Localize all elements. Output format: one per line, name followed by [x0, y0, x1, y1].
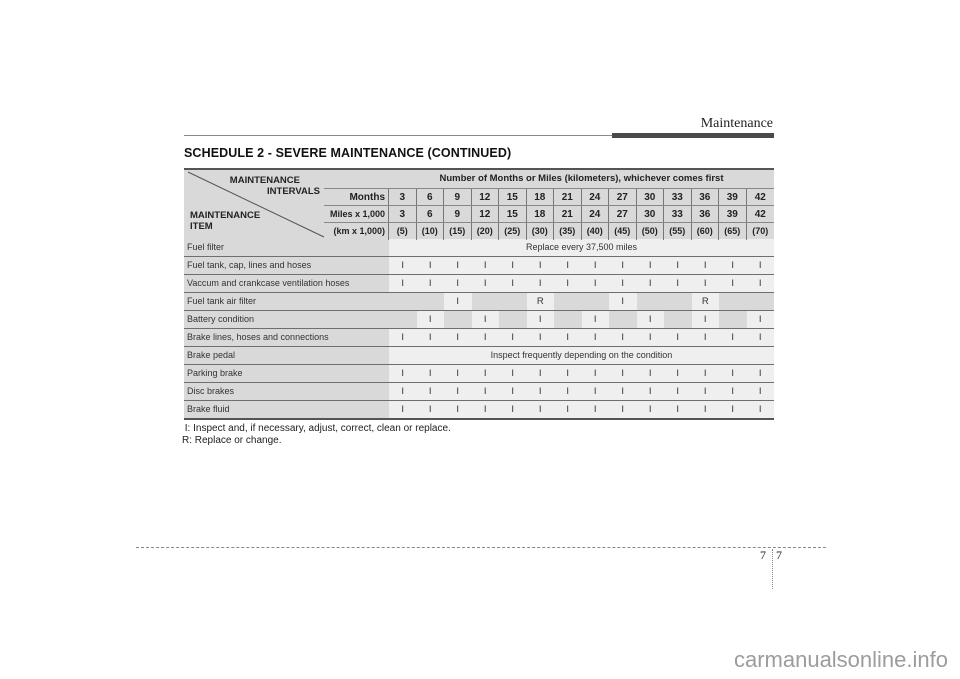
table-row — [184, 401, 774, 420]
miles-cell: 27 — [609, 206, 637, 223]
schedule-cell: I — [703, 260, 707, 271]
month-cell: 27 — [609, 189, 637, 206]
schedule-cell — [389, 293, 417, 310]
schedule-cell: I — [566, 404, 570, 415]
schedule-cell: I — [758, 314, 762, 325]
miles-cell: 21 — [554, 206, 582, 223]
miles-cell: 36 — [692, 206, 720, 223]
row-item-name: Fuel filter — [184, 239, 389, 256]
schedule-cell: I — [703, 278, 707, 289]
row-cells — [389, 365, 774, 382]
legend-inspect: I: Inspect and, if necessary, adjust, correct, clean or replace. — [182, 423, 451, 434]
km-cell: (65) — [719, 223, 747, 240]
schedule-cell: I — [703, 368, 707, 379]
schedule-cell — [417, 293, 445, 310]
schedule-cell: I — [731, 368, 735, 379]
table-row — [184, 275, 774, 293]
schedule-cell: I — [731, 386, 735, 397]
miles-cell: 15 — [499, 206, 527, 223]
km-cell: (10) — [417, 223, 445, 240]
schedule-cell: I — [731, 278, 735, 289]
schedule-cell: I — [538, 314, 542, 325]
month-cell: 18 — [527, 189, 555, 206]
schedule-cell: I — [621, 404, 625, 415]
schedule-cell: I — [758, 386, 762, 397]
km-cell: (25) — [499, 223, 527, 240]
schedule-cell: I — [538, 260, 542, 271]
footer-rule — [136, 547, 826, 548]
months-label: Months — [324, 189, 389, 206]
miles-row — [324, 205, 774, 223]
km-cell: (20) — [472, 223, 500, 240]
schedule-cell: I — [648, 260, 652, 271]
month-cell: 12 — [472, 189, 500, 206]
schedule-cell: I — [731, 332, 735, 343]
schedule-cell: I — [621, 332, 625, 343]
header-rule — [184, 135, 612, 136]
schedule-cell: I — [538, 386, 542, 397]
schedule-cell — [582, 293, 610, 310]
schedule-cell: I — [483, 404, 487, 415]
schedule-cell: I — [593, 314, 597, 325]
schedule-cell: I — [648, 368, 652, 379]
schedule-cell: I — [593, 278, 597, 289]
schedule-cell: I — [758, 332, 762, 343]
schedule-cell: I — [621, 296, 625, 307]
schedule-cell: I — [676, 404, 680, 415]
schedule-cell — [499, 311, 527, 328]
row-cells — [389, 329, 774, 346]
schedule-cell: I — [428, 332, 432, 343]
miles-cell: 30 — [637, 206, 665, 223]
month-cell: 30 — [637, 189, 665, 206]
month-cell: 9 — [444, 189, 472, 206]
schedule-cell: I — [538, 368, 542, 379]
km-label: (km x 1,000) — [324, 223, 389, 240]
km-cell: (35) — [554, 223, 582, 240]
schedule-cell: I — [401, 278, 405, 289]
schedule-cell — [554, 311, 582, 328]
month-cell: 3 — [389, 189, 417, 206]
schedule-cell: I — [593, 404, 597, 415]
item-label-line1: MAINTENANCE — [190, 210, 261, 221]
interval-heading: Number of Months or Miles (kilometers), whichever comes first — [439, 173, 724, 184]
schedule-cell: R — [536, 296, 544, 307]
month-cell: 21 — [554, 189, 582, 206]
schedule-cell: I — [511, 386, 515, 397]
schedule-cell: I — [593, 260, 597, 271]
schedule-cell: I — [621, 260, 625, 271]
km-cell: (50) — [637, 223, 665, 240]
schedule-cell: I — [401, 260, 405, 271]
row-cells — [389, 293, 774, 310]
row-item-name: Battery condition — [184, 311, 389, 328]
month-cell: 33 — [664, 189, 692, 206]
km-cell: (30) — [527, 223, 555, 240]
schedule-cell: I — [538, 278, 542, 289]
row-item-name: Disc brakes — [184, 383, 389, 400]
row-item-name: Fuel tank air filter — [184, 293, 389, 310]
legend-replace: R: Replace or change. — [182, 435, 282, 446]
schedule-cell: I — [731, 404, 735, 415]
schedule-cell: I — [401, 404, 405, 415]
schedule-cell — [472, 293, 500, 310]
schedule-cell: I — [483, 314, 487, 325]
schedule-cell — [664, 311, 692, 328]
schedule-cell: I — [566, 260, 570, 271]
miles-cell: 12 — [472, 206, 500, 223]
schedule-cell: I — [703, 332, 707, 343]
schedule-cell: I — [511, 332, 515, 343]
month-cell: 15 — [499, 189, 527, 206]
item-label-line2: ITEM — [190, 221, 213, 232]
page-number: 7 — [776, 548, 782, 562]
schedule-cell: I — [648, 404, 652, 415]
months-row — [324, 188, 774, 206]
schedule-cell: I — [566, 386, 570, 397]
row-cells — [389, 311, 774, 328]
miles-cell: 3 — [389, 206, 417, 223]
schedule-cell: I — [483, 386, 487, 397]
item-label — [190, 210, 260, 232]
miles-cell: 6 — [417, 206, 445, 223]
miles-cell: 33 — [664, 206, 692, 223]
intervals-label-line2: INTERVALS — [267, 186, 320, 197]
schedule-cell: I — [648, 386, 652, 397]
km-cell: (60) — [692, 223, 720, 240]
schedule-cell: I — [621, 368, 625, 379]
schedule-cell: I — [758, 368, 762, 379]
km-cell: (5) — [389, 223, 417, 240]
schedule-cell: I — [621, 386, 625, 397]
legend — [182, 423, 451, 447]
schedule-cell: I — [456, 278, 460, 289]
schedule-cell: I — [648, 278, 652, 289]
km-cell: (55) — [664, 223, 692, 240]
schedule-cell: I — [456, 332, 460, 343]
schedule-cell: I — [401, 386, 405, 397]
schedule-cell: I — [566, 332, 570, 343]
schedule-cell — [747, 293, 775, 310]
miles-cell: 9 — [444, 206, 472, 223]
table-row — [184, 365, 774, 383]
km-cell: (45) — [609, 223, 637, 240]
row-item-name: Brake pedal — [184, 347, 389, 364]
schedule-cell: I — [483, 332, 487, 343]
watermark: carmanualsonline.info — [733, 647, 948, 672]
section-header: Maintenance — [700, 116, 773, 131]
row-cells — [389, 401, 774, 418]
schedule-cell: I — [401, 332, 405, 343]
month-cell: 36 — [692, 189, 720, 206]
intervals-label — [184, 175, 320, 197]
page-number-divider — [772, 549, 773, 589]
schedule-cell: I — [758, 404, 762, 415]
schedule-cell: I — [456, 260, 460, 271]
schedule-cell: R — [701, 296, 709, 307]
row-item-name: Brake lines, hoses and connections — [184, 329, 389, 346]
schedule-cell: I — [483, 368, 487, 379]
km-cell: (70) — [752, 226, 769, 236]
month-cell: 6 — [417, 189, 445, 206]
row-span-note: Replace every 37,500 miles — [389, 239, 774, 256]
schedule-cell: I — [511, 278, 515, 289]
schedule-cell: I — [621, 278, 625, 289]
miles-label: Miles x 1,000 — [324, 206, 389, 223]
schedule-cell — [609, 311, 637, 328]
schedule-cell: I — [676, 260, 680, 271]
row-item-name: Fuel tank, cap, lines and hoses — [184, 257, 389, 274]
schedule-cell: I — [566, 368, 570, 379]
km-cell: (40) — [582, 223, 610, 240]
schedule-cell: I — [676, 368, 680, 379]
schedule-cell — [719, 293, 747, 310]
schedule-cell: I — [428, 314, 432, 325]
table-row — [184, 311, 774, 329]
table-row — [184, 347, 774, 365]
table-row — [184, 329, 774, 347]
month-cell: 24 — [582, 189, 610, 206]
schedule-cell — [719, 311, 747, 328]
maintenance-table — [184, 168, 774, 420]
schedule-cell: I — [428, 368, 432, 379]
schedule-cell: I — [566, 278, 570, 289]
page-title: SCHEDULE 2 - SEVERE MAINTENANCE (CONTINUED) — [184, 146, 512, 160]
schedule-cell: I — [538, 404, 542, 415]
schedule-cell: I — [483, 260, 487, 271]
miles-cell: 42 — [754, 209, 766, 220]
table-body — [184, 239, 774, 420]
schedule-cell — [637, 293, 665, 310]
schedule-cell — [499, 293, 527, 310]
schedule-cell — [444, 311, 472, 328]
schedule-cell: I — [593, 386, 597, 397]
schedule-cell: I — [428, 278, 432, 289]
row-item-name: Parking brake — [184, 365, 389, 382]
schedule-cell: I — [456, 386, 460, 397]
row-cells — [389, 383, 774, 400]
table-header — [184, 168, 774, 239]
schedule-cell: I — [456, 296, 460, 307]
schedule-cell: I — [511, 260, 515, 271]
miles-cell: 24 — [582, 206, 610, 223]
schedule-cell: I — [511, 368, 515, 379]
month-cell: 39 — [719, 189, 747, 206]
schedule-cell — [554, 293, 582, 310]
km-row — [324, 222, 774, 240]
table-row — [184, 383, 774, 401]
schedule-cell: I — [401, 368, 405, 379]
km-cell: (15) — [444, 223, 472, 240]
schedule-cell: I — [703, 386, 707, 397]
header-bar — [612, 133, 774, 138]
miles-cell: 18 — [527, 206, 555, 223]
row-cells — [389, 257, 774, 274]
schedule-cell: I — [511, 404, 515, 415]
schedule-cell: I — [428, 404, 432, 415]
month-cell: 42 — [754, 192, 766, 203]
schedule-cell: I — [593, 368, 597, 379]
schedule-cell: I — [703, 314, 707, 325]
schedule-cell: I — [731, 260, 735, 271]
schedule-cell: I — [676, 332, 680, 343]
schedule-cell: I — [703, 404, 707, 415]
miles-cell: 39 — [719, 206, 747, 223]
table-row — [184, 239, 774, 257]
table-row — [184, 293, 774, 311]
schedule-cell: I — [758, 260, 762, 271]
schedule-cell: I — [428, 260, 432, 271]
schedule-cell: I — [648, 314, 652, 325]
table-row — [184, 257, 774, 275]
schedule-cell: I — [456, 368, 460, 379]
row-item-name: Brake fluid — [184, 401, 389, 418]
schedule-cell: I — [538, 332, 542, 343]
row-cells — [389, 275, 774, 292]
row-item-name: Vaccum and crankcase ventilation hoses — [184, 275, 389, 292]
schedule-cell: I — [648, 332, 652, 343]
row-span-note: Inspect frequently depending on the condition — [389, 347, 774, 364]
schedule-cell: I — [428, 386, 432, 397]
schedule-cell: I — [593, 332, 597, 343]
schedule-cell — [389, 311, 417, 328]
schedule-cell: I — [456, 404, 460, 415]
intervals-label-line1: MAINTENANCE — [229, 175, 300, 186]
schedule-cell: I — [758, 278, 762, 289]
schedule-cell: I — [676, 386, 680, 397]
schedule-cell: I — [483, 278, 487, 289]
schedule-cell: I — [676, 278, 680, 289]
chapter-number: 7 — [760, 548, 766, 562]
schedule-cell — [664, 293, 692, 310]
